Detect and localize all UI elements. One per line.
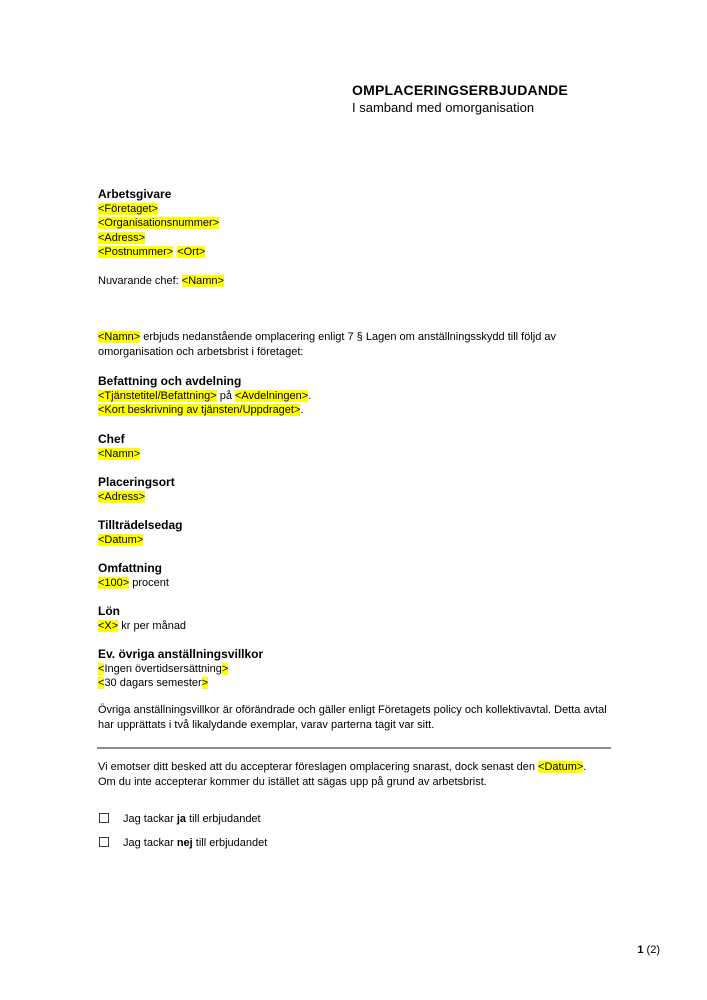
org-number-placeholder[interactable]: <Organisationsnummer>: [98, 217, 220, 229]
position-section: [98, 374, 311, 418]
bracket-open: <: [98, 662, 105, 675]
extent-section: [98, 561, 169, 590]
decline-keyword: nej: [176, 837, 193, 849]
other-terms-section: [98, 647, 263, 691]
accept-checkbox[interactable]: [99, 813, 109, 823]
address-placeholder[interactable]: <Adress>: [98, 231, 146, 244]
employer-section: [98, 187, 219, 260]
position-connector: på: [216, 389, 235, 402]
salary-placeholder[interactable]: <X>: [98, 619, 119, 632]
company-placeholder[interactable]: <Företaget>: [98, 202, 158, 215]
decline-label-suffix: till erbjudandet: [192, 837, 268, 849]
employer-company-line: [98, 202, 219, 217]
response-paragraph: [98, 760, 598, 789]
start-date-heading: Tillträdelsedag: [98, 518, 183, 532]
terms-paragraph: Övriga anställningsvillkor är oförändrade och gäller enligt Företagets policy och kollektivavtal. Detta avtal har upprättats i två likalydande exemplar, varav parterna tagit var sitt.: [98, 704, 607, 731]
intro-text: erbjuds nedanstående omplacering enligt 7 § Lagen om anställningsskydd till följd av omorganisation och arbetsbrist i företaget:: [98, 331, 557, 358]
current-manager-placeholder[interactable]: <Namn>: [181, 275, 224, 287]
horizontal-divider: [97, 747, 611, 749]
position-description-line: [98, 403, 311, 418]
response-after-date: . Om du inte accepterar kommer du istället att sägas upp på grund av arbetsbrist.: [98, 761, 587, 788]
page-number-total: (2): [643, 944, 660, 956]
other-terms-item-text[interactable]: 30 dagars semester: [104, 677, 202, 689]
position-period: .: [308, 389, 312, 402]
bracket-close: >: [201, 677, 209, 689]
bracket-close: >: [221, 662, 229, 675]
department-placeholder[interactable]: <Avdelningen>: [235, 389, 309, 402]
salary-suffix: kr per månad: [118, 619, 187, 632]
decline-checkbox[interactable]: [99, 837, 109, 847]
chef-name-placeholder[interactable]: <Namn>: [98, 447, 141, 460]
current-manager-label: Nuvarande chef:: [98, 275, 182, 287]
postal-code-placeholder[interactable]: <Postnummer>: [98, 246, 174, 258]
location-heading: Placeringsort: [98, 475, 175, 489]
start-date-placeholder[interactable]: <Datum>: [98, 533, 144, 546]
description-period: .: [300, 404, 304, 416]
decline-label-prefix: Jag tackar: [123, 837, 177, 849]
salary-section: [98, 604, 186, 633]
response-before-date: Vi emotser ditt besked att du accepterar föreslagen omplacering snarast, dock senast den: [98, 761, 539, 773]
bracket-open: <: [98, 677, 105, 689]
document-subtitle: I samband med omorganisation: [352, 100, 535, 115]
chef-section: [98, 432, 140, 461]
employer-heading: Arbetsgivare: [98, 187, 172, 201]
location-line: [98, 490, 175, 505]
start-date-section: [98, 518, 182, 547]
other-terms-item-text[interactable]: Ingen övertidsersättning: [104, 662, 222, 675]
current-manager-line: [98, 274, 224, 289]
extent-line: [98, 576, 169, 591]
employer-address-line: [98, 231, 219, 246]
document-title: OMPLACERINGSERBJUDANDE: [352, 82, 568, 98]
salary-heading: Lön: [98, 604, 120, 618]
accept-label-prefix: Jag tackar: [123, 813, 177, 825]
position-heading: Befattning och avdelning: [98, 374, 242, 388]
employer-orgnumber-line: [98, 216, 219, 231]
location-section: [98, 475, 175, 504]
chef-heading: Chef: [98, 432, 125, 446]
accept-keyword: ja: [176, 813, 186, 825]
page-number: [637, 943, 660, 958]
extent-suffix: procent: [129, 576, 169, 589]
decline-choice-row: [99, 836, 267, 851]
position-line: [98, 389, 311, 404]
other-terms-item: [98, 676, 263, 691]
start-date-line: [98, 533, 182, 548]
accept-label-suffix: till erbjudandet: [186, 813, 261, 825]
intro-name-placeholder[interactable]: <Namn>: [98, 331, 141, 343]
description-placeholder[interactable]: <Kort beskrivning av tjänsten/Uppdraget>: [98, 404, 301, 416]
other-terms-item: [98, 662, 263, 677]
location-placeholder[interactable]: <Adress>: [98, 490, 146, 503]
title-block: [352, 81, 568, 117]
other-terms-heading: Ev. övriga anställningsvillkor: [98, 647, 264, 661]
accept-choice-row: [99, 812, 261, 827]
job-title-placeholder[interactable]: <Tjänstetitel/Befattning>: [98, 389, 217, 402]
city-placeholder[interactable]: <Ort>: [177, 246, 206, 258]
extent-heading: Omfattning: [98, 561, 162, 575]
employer-postal-line: [98, 245, 219, 260]
salary-line: [98, 619, 186, 634]
intro-paragraph: [98, 330, 613, 359]
extent-placeholder[interactable]: <100>: [98, 576, 130, 589]
chef-line: [98, 447, 140, 462]
response-date-placeholder[interactable]: <Datum>: [538, 761, 584, 773]
page-number-current: 1: [637, 944, 644, 956]
